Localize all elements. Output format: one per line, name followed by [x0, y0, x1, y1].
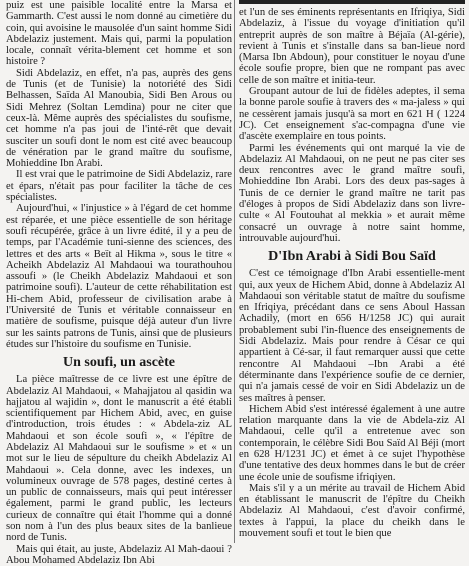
paragraph: Groupant autour de lui de fidèles adeptes, il sema la bonne parole soufie à travers des « ma-jaless » qui ne cessèrent jamais jusqu'à sa mort en 621 H ( 1224 JC). Cet enseignement s'ac-compagna d'une vie d'ascète exemplaire en tous points.: [239, 86, 465, 143]
paragraph: Hichem Abid s'est intéressé également à une autre relation marquante dans la vie de Abdela-ziz Al Mahdaoui, celle qu'il a entretenue avec son contemporain, le célèbre Sidi Bou Saïd Al Béji (mort en 628 H/1231 JC) et émet à ce sujet l'hypothèse d'une tentative des deux hommes dans le but de créer une école unie de soufisme ifriqiyen.: [239, 403, 465, 483]
right-column: [239, 0, 465, 543]
section-heading: Un soufi, un ascète: [62, 355, 175, 371]
section-heading: D'Ibn Arabi à Sidi Bou Saïd: [268, 249, 436, 265]
paragraph: Mais s'il y a un mérite au travail de Hichem Abid en établissant le manuscrit de l'épître du Cheikh Abdelaziz Al Mahdaoui, c'est d'avoir confirmé, textes à l'appui, la place du cheikh dans le mouvement soufi et tout le bien que: [239, 482, 465, 540]
left-column: [6, 0, 232, 566]
paragraph: puiz est une paisible localité entre la Marsa et Gammarth. C'est aussi le nom donné au cimetière du coin, qui avoisine le mausolée d'un saint homme Sidi Abdelaziz justement. Mais qui, parmi la population locale, connaît vérita-blement cet homme et son histoire ?: [6, 0, 232, 68]
paragraph: Mais qui était, au juste, Abdelaziz Al Mah-daoui ? Abou Mohamed Abdelaziz Ibn Abi: [6, 543, 232, 566]
top-rule: [239, 0, 465, 4]
paragraph: Il est vrai que le patrimoine de Sidi Abdelaziz, rare et épars, n'était pas pour faciliter la tâche de ces spécialistes.: [6, 169, 232, 204]
paragraph: Aujourd'hui, « l'injustice » à l'égard de cet homme est réparée, et une pièce essentielle de son héritage soufi récupérée, grâce à un livre édité, il y a peu de temps, par l'Académie tuni-sienne des sciences, des lettres et des arts « Beït al Hikma », sous le titre « Acheikh Abdelaziz Al Mahdaoui wa tourathouhou assoufi » (le Cheikh Abdelaziz Mahdaoui et son patrimoine soufi). L'auteur de cette réhabilitation est Hi-chem Abid, professeur de civilisation arabe à l'Université de Tunis et véritable connaisseur en matière de soufisme, puisque déjà auteur d'un livre sur les saints patrons de Tunis, ainsi que de plusieurs études sur l'histoire du soufisme en Tunisie.: [6, 203, 232, 350]
paragraph: Parmi les événements qui ont marqué la vie de Abdelaziz Al Mahdaoui, on ne peut ne pas citer ses deux rencontres avec le grand maître soufi, Mohieddine Ibn Arabi. Lors des deux pas-sages à Tunis de ce dernier le grand maître ne tarit pas d'éloges à propos de Sidi Abdelaziz dans son livre-culte « Al Foutouhat al mekkia » et aurait même consacré un ouvrage à notre saint homme, introuvable aujourd'hui.: [239, 142, 465, 244]
column-divider: [234, 0, 235, 543]
paragraph: C'est ce témoignage d'Ibn Arabi essentielle-ment qui, aux yeux de Hichem Abid, donne à Abdelaziz Al Mahdaoui son véritable statut de maître du soufisme en Ifriqiya, précédant dans ce sens Aboul Hassan Achadily, (mort en 656 H/1258 JC) qui aurait probablement subi l'in-fluence des enseignements de Sidi Abdelaziz. Mais pour rendre à César ce qui appartient à Cé-sar, il faut remarquer aussi que cette rencontre Al Mahdaoui –Ibn Arabi a été déterminante dans l'expérience soufie de ce dernier, qui n'a jamais cessé de voir en Sidi Abdelaziz un de ses maîtres à penser.: [239, 268, 465, 404]
paragraph: Sidi Abdelaziz, en effet, n'a pas, auprès des gens de Tunis (et de Tunisie) la notoriété des Sidi Belhassen, Saïda Al Manoubia, Sidi Ben Arous ou Sidi Mehrez (Soltan Lemdina) pour ne citer que ceux-là. Même auprès des spécialistes du soufisme, cet homme n'a pas joui de l'inté-rêt que devait susciter un soufi dont le nom est cité avec beaucoup de vénération par le grand maître du soufisme, Mohieddine Ibn Arabi.: [6, 67, 232, 170]
paragraph: et l'un de ses éminents représentants en Ifriqiya, Sidi Abdelaziz, à l'issue du voyage d'initiation qu'il entreprit auprès de son maître à Béjaïa (Al-gérie), revient à Tunis et s'installe dans sa ban-lieue nord (Marsa Ibn Abdoun), pour constituer le noyau d'une école soufie propre, bien que ne rompant pas avec celle de son maître et initia-teur.: [239, 7, 465, 86]
paragraph: La pièce maîtresse de ce livre est une épître de Abdelaziz Al Mahdaoui, « Mahajjatou al qasidin wa hajjatou al wajidin », dont le manuscrit a été établi scientifiquement par Hichem Abid, avec, en guise d'introduction, trois études : « Abdela-ziz AL Mahdaoui et son école soufi », « l'épître de Abdelaziz Al Mahdaoui sur le soufisme » et « un mot sur le lieu de sépulture du cheikh Abdelaziz Al Mahdaoui ». Cela donne, avec les indexes, un volumineux ouvrage de 578 pages, destiné certes à un public de connaisseurs, mais qui peut intéresser également, parmi le grand public, les lecteurs curieux de connaître qui était l'homme qui a donné son nom à l'un des plus beaux sites de la banlieue nord de Tunis.: [6, 374, 232, 544]
